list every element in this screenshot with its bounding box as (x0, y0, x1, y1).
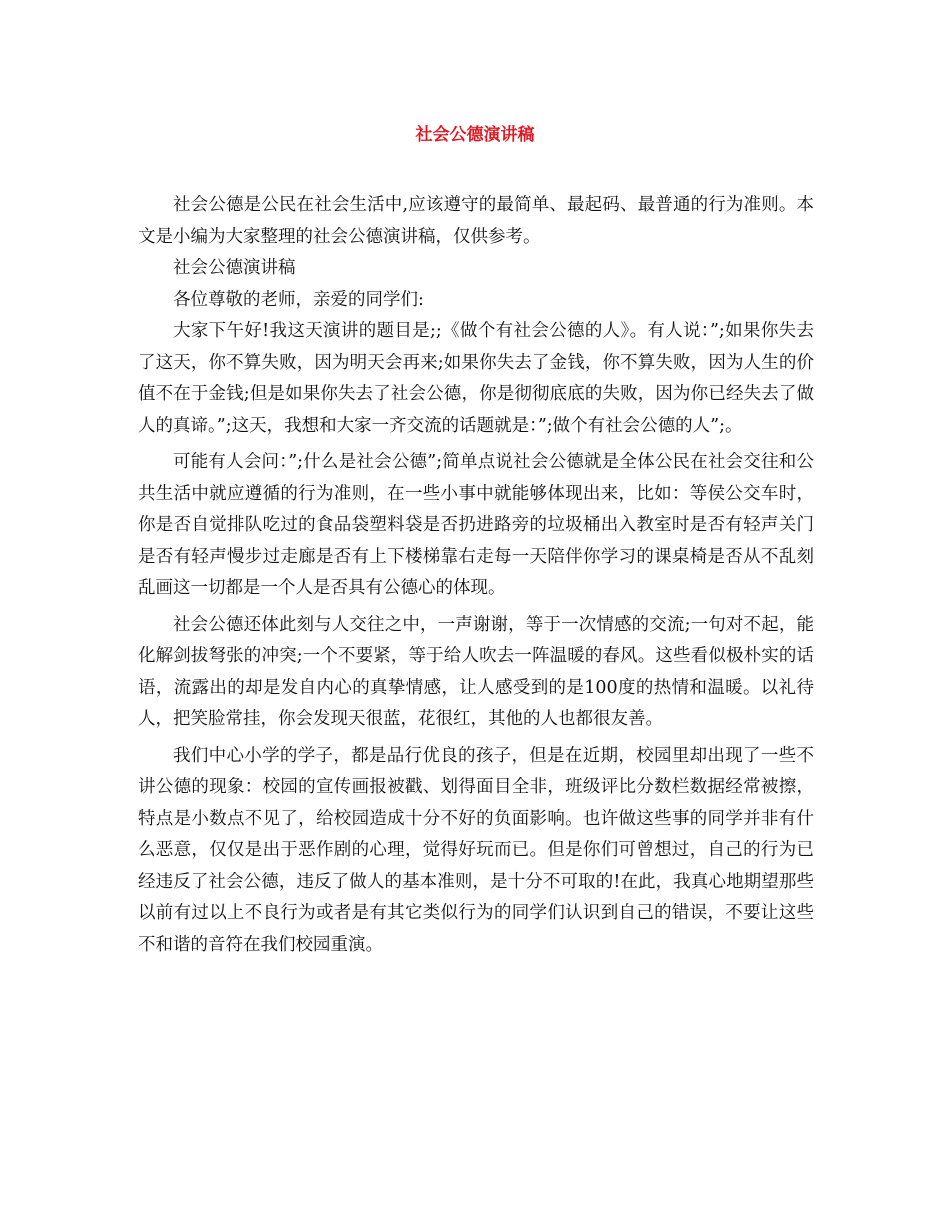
paragraph-greeting: 各位尊敬的老师，亲爱的同学们: (173, 289, 424, 310)
paragraph-opening: 大家下午好!我这天演讲的题目是;;《做个有社会公德的人》。有人说：”;如果你失去了这天，你不算失败，因为明天会再来;如果你失去了金钱，你不算失败，因为人生的价值不在于金钱;但是如果你失去了社会公德，你是彻彻底底的失败，因为你已经失去了做人的真谛。”;这天，我想和大家一齐交流的话题就是：”;做个有社会公德的人”;。 (138, 321, 814, 436)
paragraph-school-issues: 我们中心小学的学子，都是品行优良的孩子，但是在近期，校园里却出现了一些不讲公德的现象：校园的宣传画报被戳、划得面目全非，班级评比分数栏数据经常被擦，特点是小数点不见了，给校园造成十分不好的负面影响。也许做这些事的同学并非有什么恶意，仅仅是出于恶作剧的心理，觉得好玩而已。但是你们可曾想过，自己的行为已经违反了社会公德，违反了做人的基本准则，是十分不可取的!在此，我真心地期望那些以前有过以上不良行为或者是有其它类似行为的同学们认识到自己的错误，不要让这些不和谐的音符在我们校园重演。 (138, 745, 814, 955)
paragraph-courtesy: 社会公德还体此刻与人交往之中，一声谢谢，等于一次情感的交流;一句对不起，能化解剑拔弩张的冲突;一个不要紧，等于给人吹去一阵温暖的春风。这些看似极朴实的话语，流露出的却是发自内心的真挚情感，让人感受到的是100度的热情和温暖。以礼待人，把笑脸常挂，你会发现天很蓝，花很红，其他的人也都很友善。 (138, 614, 814, 729)
paragraph-speech-title: 社会公德演讲稿 (173, 258, 296, 278)
paragraph-intro: 社会公德是公民在社会生活中,应该遵守的最简单、最起码、最普通的行为准则。本文是小编为大家整理的社会公德演讲稿，仅供参考。 (138, 195, 814, 247)
document-title: 社会公德演讲稿 (415, 125, 535, 145)
paragraph-definition: 可能有人会问：”;什么是社会公德”;简单点说社会公德就是全体公民在社会交往和公共生活中就应遵循的行为准则，在一些小事中就能够体现出来，比如：等侯公交车时，你是否自觉排队吃过的食品袋塑料袋是否扔进路旁的垃圾桶出入教室时是否有轻声关门是否有轻声慢步过走廊是否有上下楼梯靠右走每一天陪伴你学习的课桌椅是否从不乱刻乱画这一切都是一个人是否具有公德心的体现。 (138, 452, 814, 598)
document-body (138, 190, 814, 966)
